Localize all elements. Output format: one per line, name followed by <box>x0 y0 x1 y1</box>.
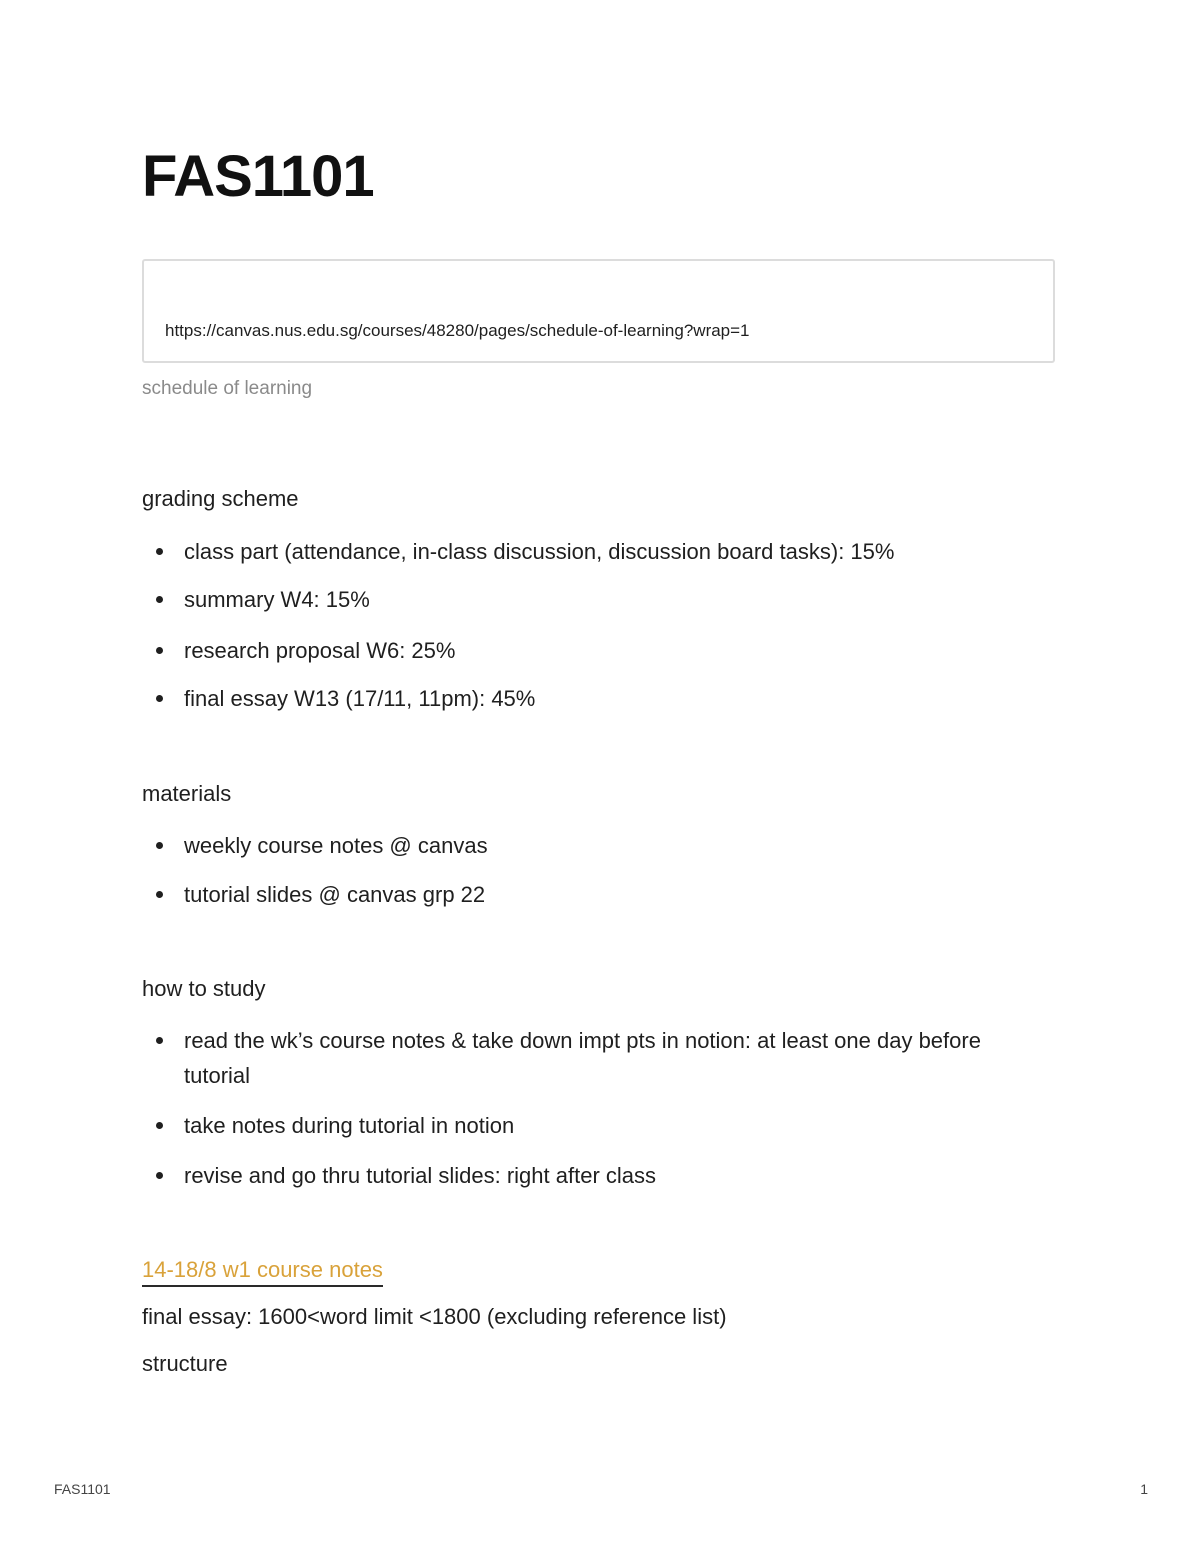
list-item <box>142 828 1042 863</box>
grading-scheme-heading: grading scheme <box>142 486 299 511</box>
list-item-text: take notes during tutorial in notion <box>184 1113 515 1138</box>
grading-scheme-list <box>142 534 1042 716</box>
essay-word-limit-text: final essay: 1600<word limit <1800 (excluding reference list) <box>142 1304 727 1329</box>
bullet-icon <box>156 596 163 603</box>
bullet-icon <box>156 1172 163 1179</box>
materials-list <box>142 828 1042 912</box>
list-item-text: class part (attendance, in-class discussion, discussion board tasks): 15% <box>184 539 895 564</box>
bullet-icon <box>156 842 163 849</box>
list-item <box>142 582 1042 617</box>
how-to-study-heading: how to study <box>142 976 266 1001</box>
how-to-study-list <box>142 1023 1042 1193</box>
list-item-text: research proposal W6: 25% <box>184 638 456 663</box>
bullet-icon <box>156 548 163 555</box>
page-title: FAS1101 <box>142 144 374 209</box>
list-item <box>142 877 1042 912</box>
bullet-icon <box>156 647 163 654</box>
list-item-text: final essay W13 (17/11, 11pm): 45% <box>184 686 536 711</box>
list-item <box>142 681 1042 716</box>
list-item <box>142 1158 1042 1193</box>
list-item-text: tutorial slides @ canvas grp 22 <box>184 882 486 907</box>
bullet-icon <box>156 1037 163 1044</box>
list-item-text: weekly course notes @ canvas <box>184 833 488 858</box>
bookmark-url[interactable]: https://canvas.nus.edu.sg/courses/48280/pages/schedule-of-learning?wrap=1 <box>165 321 750 340</box>
list-item <box>142 1108 1042 1143</box>
bookmark-caption: schedule of learning <box>142 378 313 399</box>
list-item <box>142 1023 1042 1093</box>
course-notes-link[interactable]: 14-18/8 w1 course notes <box>142 1256 383 1287</box>
list-item <box>142 534 1042 569</box>
list-item-text: summary W4: 15% <box>184 587 370 612</box>
list-item <box>142 633 1042 668</box>
structure-text: structure <box>142 1351 228 1376</box>
list-item-text: revise and go thru tutorial slides: right after class <box>184 1163 657 1188</box>
bullet-icon <box>156 1122 163 1129</box>
list-item-text: read the wk’s course notes & take down impt pts in notion: at least one day before tutorial <box>184 1028 981 1088</box>
page-number: 1 <box>1140 1481 1148 1497</box>
footer-title: FAS1101 <box>54 1481 111 1497</box>
materials-heading: materials <box>142 781 232 806</box>
bullet-icon <box>156 891 163 898</box>
bookmark-card[interactable] <box>142 259 1055 363</box>
bullet-icon <box>156 695 163 702</box>
